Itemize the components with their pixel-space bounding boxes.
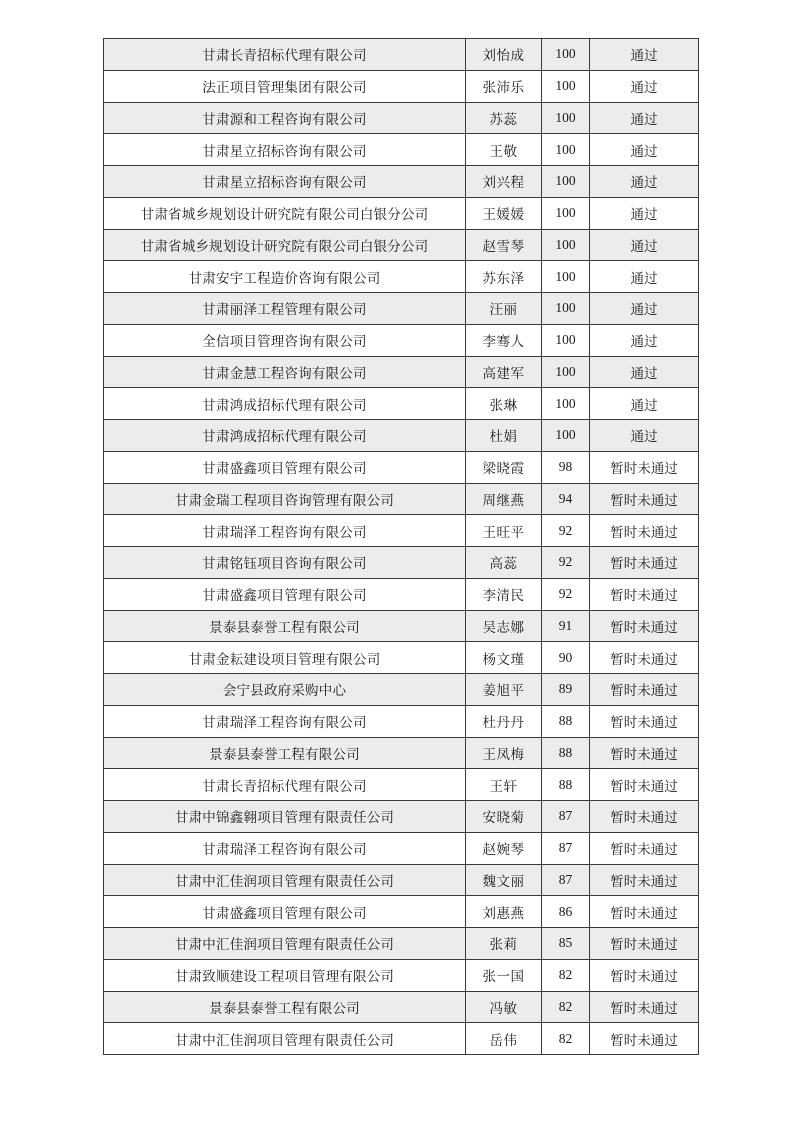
company-cell: 甘肃盛鑫项目管理有限公司 — [104, 578, 466, 610]
table-row — [104, 801, 699, 833]
result-cell: 通过 — [590, 70, 699, 102]
person-name-cell: 张莉 — [466, 928, 542, 960]
result-cell: 暂时未通过 — [590, 578, 699, 610]
company-cell: 甘肃金慧工程咨询有限公司 — [104, 356, 466, 388]
score-cell: 100 — [542, 420, 590, 452]
result-cell: 通过 — [590, 197, 699, 229]
result-cell: 暂时未通过 — [590, 547, 699, 579]
result-cell: 暂时未通过 — [590, 451, 699, 483]
score-cell: 87 — [542, 832, 590, 864]
company-cell: 甘肃中汇佳润项目管理有限责任公司 — [104, 1023, 466, 1055]
person-name-cell: 张琳 — [466, 388, 542, 420]
person-name-cell: 苏蕊 — [466, 102, 542, 134]
company-cell: 会宁县政府采购中心 — [104, 674, 466, 706]
person-name-cell: 赵雪琴 — [466, 229, 542, 261]
table-row — [104, 515, 699, 547]
result-cell: 通过 — [590, 134, 699, 166]
score-cell: 100 — [542, 102, 590, 134]
table-row — [104, 642, 699, 674]
table-row — [104, 578, 699, 610]
result-cell: 通过 — [590, 102, 699, 134]
company-cell: 甘肃省城乡规划设计研究院有限公司白银分公司 — [104, 197, 466, 229]
score-cell: 100 — [542, 229, 590, 261]
table-row — [104, 420, 699, 452]
score-cell: 89 — [542, 674, 590, 706]
result-cell: 暂时未通过 — [590, 483, 699, 515]
result-cell: 通过 — [590, 293, 699, 325]
person-name-cell: 刘兴程 — [466, 166, 542, 198]
table-row — [104, 261, 699, 293]
person-name-cell: 张一国 — [466, 959, 542, 991]
person-name-cell: 王媛媛 — [466, 197, 542, 229]
result-cell: 暂时未通过 — [590, 928, 699, 960]
table-row — [104, 293, 699, 325]
result-cell: 暂时未通过 — [590, 864, 699, 896]
result-cell: 通过 — [590, 166, 699, 198]
company-cell: 甘肃中汇佳润项目管理有限责任公司 — [104, 864, 466, 896]
company-cell: 甘肃安宇工程造价咨询有限公司 — [104, 261, 466, 293]
person-name-cell: 高蕊 — [466, 547, 542, 579]
person-name-cell: 杜丹丹 — [466, 705, 542, 737]
person-name-cell: 李清民 — [466, 578, 542, 610]
score-cell: 88 — [542, 769, 590, 801]
score-cell: 92 — [542, 547, 590, 579]
result-cell: 通过 — [590, 356, 699, 388]
result-cell: 暂时未通过 — [590, 1023, 699, 1055]
company-cell: 甘肃瑞泽工程咨询有限公司 — [104, 705, 466, 737]
result-cell: 暂时未通过 — [590, 832, 699, 864]
person-name-cell: 李骞人 — [466, 324, 542, 356]
company-cell: 甘肃鸿成招标代理有限公司 — [104, 388, 466, 420]
score-cell: 94 — [542, 483, 590, 515]
company-cell: 甘肃致顺建设工程项目管理有限公司 — [104, 959, 466, 991]
result-cell: 通过 — [590, 420, 699, 452]
table-row — [104, 134, 699, 166]
company-cell: 甘肃星立招标咨询有限公司 — [104, 134, 466, 166]
table-row — [104, 1023, 699, 1055]
score-cell: 87 — [542, 864, 590, 896]
score-cell: 87 — [542, 801, 590, 833]
result-cell: 暂时未通过 — [590, 801, 699, 833]
company-cell: 景泰县泰誉工程有限公司 — [104, 737, 466, 769]
person-name-cell: 王凤梅 — [466, 737, 542, 769]
company-cell: 景泰县泰誉工程有限公司 — [104, 610, 466, 642]
table-row — [104, 229, 699, 261]
table-row — [104, 547, 699, 579]
company-cell: 甘肃中汇佳润项目管理有限责任公司 — [104, 928, 466, 960]
table-row — [104, 864, 699, 896]
person-name-cell: 姜旭平 — [466, 674, 542, 706]
score-cell: 100 — [542, 166, 590, 198]
person-name-cell: 周继燕 — [466, 483, 542, 515]
table-row — [104, 166, 699, 198]
result-cell: 暂时未通过 — [590, 737, 699, 769]
result-cell: 通过 — [590, 261, 699, 293]
table-row — [104, 102, 699, 134]
score-cell: 100 — [542, 134, 590, 166]
table-row — [104, 39, 699, 71]
score-cell: 86 — [542, 896, 590, 928]
score-cell: 100 — [542, 293, 590, 325]
result-cell: 通过 — [590, 324, 699, 356]
score-cell: 92 — [542, 578, 590, 610]
score-cell: 88 — [542, 705, 590, 737]
table-row — [104, 705, 699, 737]
person-name-cell: 刘惠燕 — [466, 896, 542, 928]
score-cell: 91 — [542, 610, 590, 642]
result-cell: 暂时未通过 — [590, 610, 699, 642]
person-name-cell: 吴志娜 — [466, 610, 542, 642]
person-name-cell: 安晓菊 — [466, 801, 542, 833]
table-row — [104, 197, 699, 229]
person-name-cell: 刘怡成 — [466, 39, 542, 71]
score-cell: 88 — [542, 737, 590, 769]
person-name-cell: 王敬 — [466, 134, 542, 166]
score-cell: 82 — [542, 991, 590, 1023]
score-cell: 100 — [542, 197, 590, 229]
person-name-cell: 张沛乐 — [466, 70, 542, 102]
table-row — [104, 991, 699, 1023]
table-row — [104, 610, 699, 642]
person-name-cell: 冯敏 — [466, 991, 542, 1023]
company-cell: 甘肃瑞泽工程咨询有限公司 — [104, 832, 466, 864]
result-cell: 通过 — [590, 229, 699, 261]
table-row — [104, 959, 699, 991]
company-cell: 甘肃源和工程咨询有限公司 — [104, 102, 466, 134]
company-cell: 法正项目管理集团有限公司 — [104, 70, 466, 102]
results-table — [103, 38, 699, 1055]
person-name-cell: 岳伟 — [466, 1023, 542, 1055]
person-name-cell: 高建军 — [466, 356, 542, 388]
company-cell: 甘肃省城乡规划设计研究院有限公司白银分公司 — [104, 229, 466, 261]
table-row — [104, 483, 699, 515]
company-cell: 甘肃金耘建设项目管理有限公司 — [104, 642, 466, 674]
table-row — [104, 356, 699, 388]
result-cell: 通过 — [590, 39, 699, 71]
company-cell: 甘肃金瑞工程项目咨询管理有限公司 — [104, 483, 466, 515]
company-cell: 甘肃星立招标咨询有限公司 — [104, 166, 466, 198]
score-cell: 82 — [542, 1023, 590, 1055]
score-cell: 100 — [542, 388, 590, 420]
person-name-cell: 王轩 — [466, 769, 542, 801]
score-cell: 100 — [542, 70, 590, 102]
company-cell: 甘肃长青招标代理有限公司 — [104, 769, 466, 801]
table-row — [104, 324, 699, 356]
company-cell: 景泰县泰誉工程有限公司 — [104, 991, 466, 1023]
company-cell: 甘肃中锦鑫翱项目管理有限责任公司 — [104, 801, 466, 833]
person-name-cell: 汪丽 — [466, 293, 542, 325]
result-cell: 暂时未通过 — [590, 991, 699, 1023]
result-cell: 暂时未通过 — [590, 896, 699, 928]
company-cell: 甘肃丽泽工程管理有限公司 — [104, 293, 466, 325]
result-cell: 暂时未通过 — [590, 642, 699, 674]
person-name-cell: 苏东泽 — [466, 261, 542, 293]
score-cell: 100 — [542, 39, 590, 71]
company-cell: 甘肃盛鑫项目管理有限公司 — [104, 896, 466, 928]
score-cell: 85 — [542, 928, 590, 960]
table-row — [104, 832, 699, 864]
result-cell: 暂时未通过 — [590, 705, 699, 737]
table-row — [104, 674, 699, 706]
company-cell: 全信项目管理咨询有限公司 — [104, 324, 466, 356]
result-cell: 暂时未通过 — [590, 674, 699, 706]
company-cell: 甘肃盛鑫项目管理有限公司 — [104, 451, 466, 483]
person-name-cell: 王旺平 — [466, 515, 542, 547]
table-row — [104, 896, 699, 928]
table-row — [104, 737, 699, 769]
score-cell: 100 — [542, 324, 590, 356]
table-row — [104, 451, 699, 483]
result-cell: 暂时未通过 — [590, 959, 699, 991]
score-cell: 98 — [542, 451, 590, 483]
result-cell: 暂时未通过 — [590, 515, 699, 547]
person-name-cell: 赵婉琴 — [466, 832, 542, 864]
table-row — [104, 388, 699, 420]
result-cell: 暂时未通过 — [590, 769, 699, 801]
company-cell: 甘肃铭钰项目咨询有限公司 — [104, 547, 466, 579]
company-cell: 甘肃长青招标代理有限公司 — [104, 39, 466, 71]
score-cell: 100 — [542, 356, 590, 388]
company-cell: 甘肃瑞泽工程咨询有限公司 — [104, 515, 466, 547]
person-name-cell: 杨文瑾 — [466, 642, 542, 674]
score-cell: 92 — [542, 515, 590, 547]
result-cell: 通过 — [590, 388, 699, 420]
table-row — [104, 928, 699, 960]
score-cell: 100 — [542, 261, 590, 293]
person-name-cell: 梁晓霞 — [466, 451, 542, 483]
results-table-body — [104, 39, 699, 1055]
score-cell: 90 — [542, 642, 590, 674]
score-cell: 82 — [542, 959, 590, 991]
table-row — [104, 769, 699, 801]
person-name-cell: 杜娟 — [466, 420, 542, 452]
company-cell: 甘肃鸿成招标代理有限公司 — [104, 420, 466, 452]
table-row — [104, 70, 699, 102]
person-name-cell: 魏文丽 — [466, 864, 542, 896]
